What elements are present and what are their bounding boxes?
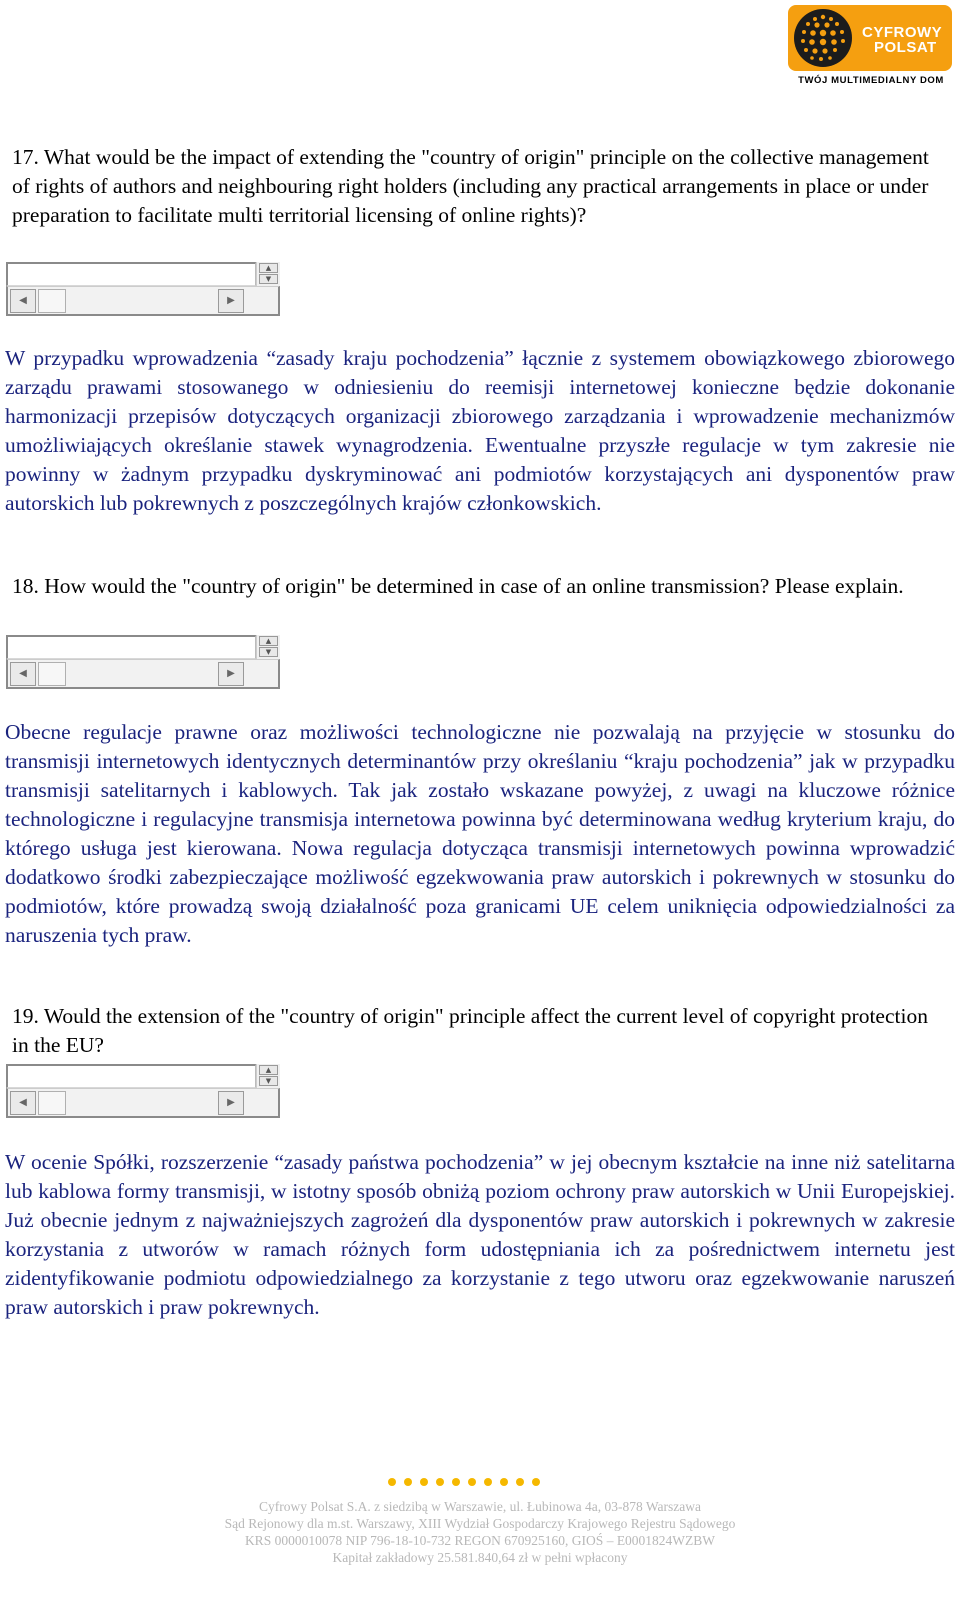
dot-icon (484, 1478, 492, 1486)
scroll-thumb[interactable] (38, 289, 66, 313)
dot-icon (516, 1478, 524, 1486)
horizontal-scrollbar[interactable] (6, 286, 280, 316)
scroll-left-icon[interactable]: ◀ (10, 289, 36, 313)
footer-line-2: Sąd Rejonowy dla m.st. Warszawy, XIII Wydział Gospodarczy Krajowego Rejestru Sądowego (224, 1516, 736, 1531)
horizontal-scrollbar[interactable] (6, 1088, 280, 1118)
answer-box-17[interactable] (6, 262, 280, 316)
vertical-scrollbar[interactable] (256, 1064, 280, 1088)
question-18: 18. How would the "country of origin" be determined in case of an online transmission? Please explain. (12, 574, 904, 598)
dot-icon (404, 1478, 412, 1486)
vertical-scrollbar[interactable] (256, 635, 280, 659)
dot-icon (420, 1478, 428, 1486)
answer-17: W przypadku wprowadzenia “zasady kraju pochodzenia” łącznie z systemem obowiązkowego zbiorowego zarządu prawami stosowanego w odniesieniu do reemisji internetowej konieczne będzie dokonanie harmonizacji przepisów dotyczących organizacji zbiorowego zarządzania i wprowadzenie mechanizmów umożliwiających określanie stawek wynagrodzenia. Ewentualne przyszłe regulacje w tym zakresie nie powinny w żadnym przypadku dyskryminować ani podmiotów korzystających ani dysponentów praw autorskich lub pokrewnych z poszczególnych krajów członkowskich. (5, 346, 955, 515)
scroll-left-icon[interactable]: ◀ (10, 662, 36, 686)
scroll-up-icon[interactable]: ▲ (259, 1065, 278, 1075)
answer-box-19[interactable] (6, 1064, 280, 1118)
footer-line-1: Cyfrowy Polsat S.A. z siedzibą w Warszawie, ul. Łubinowa 4a, 03-878 Warszawa (259, 1499, 701, 1514)
scroll-down-icon[interactable]: ▼ (259, 1076, 278, 1086)
horizontal-scrollbar[interactable] (6, 659, 280, 689)
scroll-left-icon[interactable]: ◀ (10, 1091, 36, 1115)
question-17: 17. What would be the impact of extending the "country of origin" principle on the collective management of rights of authors and neighbouring right holders (including any practical arrangements in place or under preparation to facilitate multi territorial licensing of online rights)? (12, 145, 929, 227)
footer-line-3: KRS 0000010078 NIP 796-18-10-732 REGON 670925160, GIOŚ – E0001824WZBW (244, 1533, 716, 1548)
logo-brand-line2: POLSAT (874, 39, 937, 56)
dot-icon (388, 1478, 396, 1486)
footer-dots (388, 1478, 548, 1490)
scroll-down-icon[interactable]: ▼ (259, 274, 278, 284)
answer-18: Obecne regulacje prawne oraz możliwości technologiczne nie pozwalają na przyjęcie w stosunku do transmisji internetowych identycznych determinantów przy określaniu “kraju pochodzenia” jak w przypadku transmisji satelitarnych i kablowych. Tak jak zostało wskazane powyżej, z uwagi na kluczowe różnice technologiczne i regulacyjne transmisja internetowa powinna być determinowana według kryterium kraju, do którego usługa jest kierowana. Nowa regulacja dotycząca transmisji internetowych powinna wprowadzić dodatkowo środki zabezpieczające możliwość egzekwowania praw autorskich i pokrewnych w stosunku do podmiotów, które prowadzą swoją działalność poza granicami UE celem uniknięcia odpowiedzialności za naruszenia tych praw. (5, 720, 955, 947)
scroll-up-icon[interactable]: ▲ (259, 636, 278, 646)
vertical-scrollbar[interactable] (256, 262, 280, 286)
dot-icon (468, 1478, 476, 1486)
company-logo (788, 5, 954, 87)
dot-icon (452, 1478, 460, 1486)
logo-brand-line1: CYFROWY (862, 24, 943, 41)
answer-textarea[interactable] (6, 1064, 256, 1088)
scroll-down-icon[interactable]: ▼ (259, 647, 278, 657)
footer-line-4: Kapitał zakładowy 25.581.840,64 zł w pełni wpłacony (332, 1550, 628, 1565)
scroll-right-icon[interactable]: ▶ (218, 662, 244, 686)
answer-box-18[interactable] (6, 635, 280, 689)
scroll-right-icon[interactable]: ▶ (218, 1091, 244, 1115)
question-19: 19. Would the extension of the "country of origin" principle affect the current level of copyright protection in the EU? (12, 1004, 928, 1057)
logo-badge (788, 5, 952, 71)
dot-icon (500, 1478, 508, 1486)
scroll-right-icon[interactable]: ▶ (218, 289, 244, 313)
globe-icon (794, 9, 852, 67)
scroll-up-icon[interactable]: ▲ (259, 263, 278, 273)
dot-icon (532, 1478, 540, 1486)
answer-textarea[interactable] (6, 635, 256, 659)
dot-icon (436, 1478, 444, 1486)
answer-textarea[interactable] (6, 262, 256, 286)
scroll-thumb[interactable] (38, 662, 66, 686)
logo-slogan: TWÓJ MULTIMEDIALNY DOM (798, 75, 944, 86)
scroll-thumb[interactable] (38, 1091, 66, 1115)
answer-19: W ocenie Spółki, rozszerzenie “zasady państwa pochodzenia” w jej obecnym kształcie na inne niż satelitarna lub kablowa formy transmisji, w istotny sposób obniżą poziom ochrony praw autorskich w Unii Europejskiej. Już obecnie jednym z najważniejszych zagrożeń dla dysponentów praw autorskich i pokrewnych w zakresie korzystania z utworów w ramach różnych form udostępniania ich za pośrednictwem internetu jest zidentyfikowanie podmiotu odpowiedzialnego za korzystanie z tego utworu oraz egzekwowanie naruszeń praw autorskich i praw pokrewnych. (5, 1150, 955, 1319)
